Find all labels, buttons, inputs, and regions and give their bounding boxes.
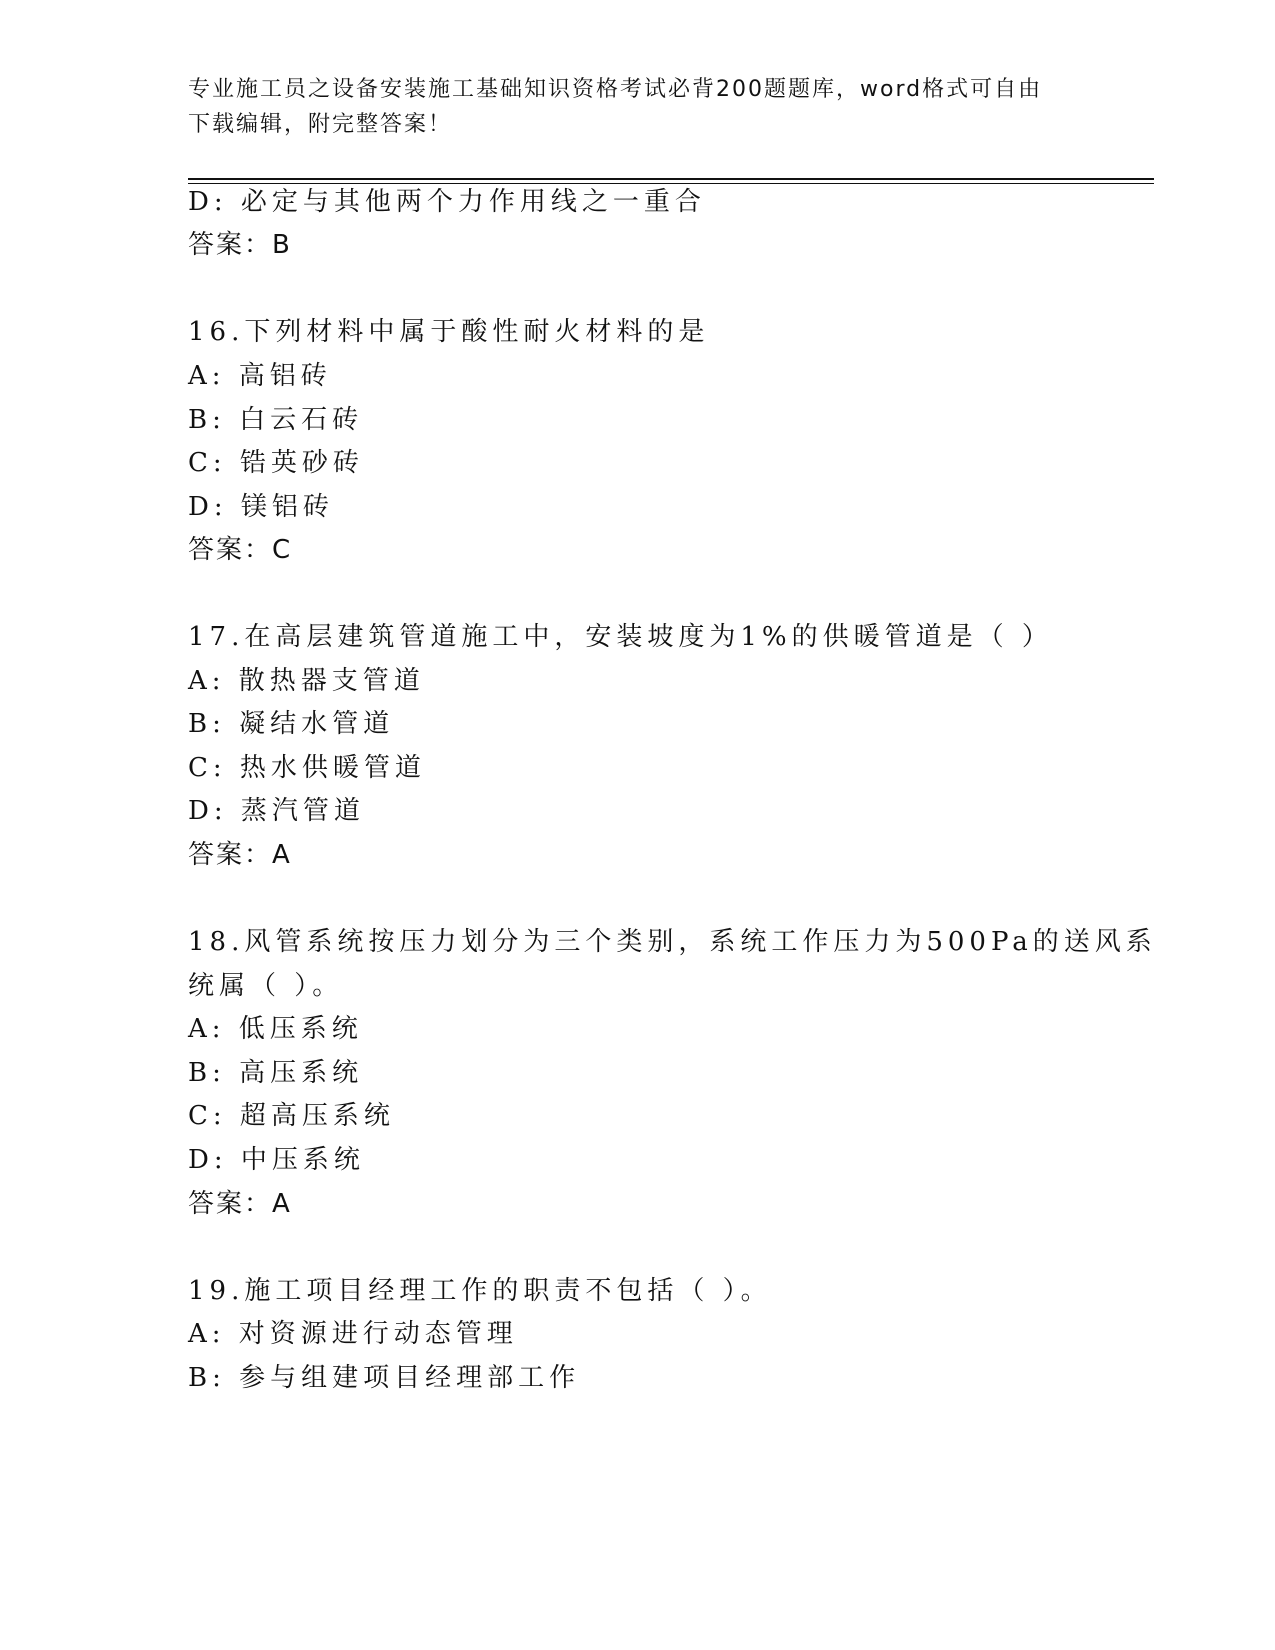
question-16-stem: 16.下列材料中属于酸性耐火材料的是 <box>188 317 710 347</box>
question-17-option-b: B: 凝结水管道 <box>188 709 395 739</box>
question-18-stem-line-2: 统属（ ）。 <box>188 971 344 1001</box>
question-18-answer: 答案：A <box>188 1189 292 1219</box>
question-16-option-a: A: 高铝砖 <box>188 361 332 391</box>
question-16-option-d: D: 镁铝砖 <box>188 492 334 522</box>
header-line-2: 下载编辑，附完整答案！ <box>188 112 453 137</box>
document-header <box>188 72 1068 142</box>
prev-answer: 答案：B <box>188 230 292 260</box>
question-19-option-b: B: 参与组建项目经理部工作 <box>188 1363 581 1393</box>
question-18-option-b: B: 高压系统 <box>188 1058 364 1088</box>
question-17-option-d: D: 蒸汽管道 <box>188 796 365 826</box>
question-19-option-a: A: 对资源进行动态管理 <box>188 1319 518 1349</box>
question-17-stem: 17.在高层建筑管道施工中，安装坡度为1%的供暖管道是（ ） <box>188 622 1053 652</box>
question-16-answer: 答案：C <box>188 535 293 565</box>
question-18-option-c: C: 超高压系统 <box>188 1101 395 1131</box>
prev-option-d: D: 必定与其他两个力作用线之一重合 <box>188 187 706 217</box>
question-18-stem-line-1: 18.风管系统按压力划分为三个类别，系统工作压力为500Pa的送风系 <box>188 927 1157 957</box>
question-19-stem: 19.施工项目经理工作的职责不包括（ ）。 <box>188 1276 772 1306</box>
question-18-option-a: A: 低压系统 <box>188 1014 363 1044</box>
question-17-option-a: A: 散热器支管道 <box>188 666 425 696</box>
header-divider-thin <box>188 183 1154 184</box>
header-line-1: 专业施工员之设备安装施工基础知识资格考试必背200题题库，word格式可自由 <box>188 77 1043 102</box>
question-17-answer: 答案：A <box>188 840 292 870</box>
question-17-option-c: C: 热水供暖管道 <box>188 753 426 783</box>
question-16-option-b: B: 白云石砖 <box>188 405 364 435</box>
question-18-option-d: D: 中压系统 <box>188 1145 365 1175</box>
header-divider-thick <box>188 178 1154 180</box>
question-16-option-c: C: 锆英砂砖 <box>188 448 364 478</box>
